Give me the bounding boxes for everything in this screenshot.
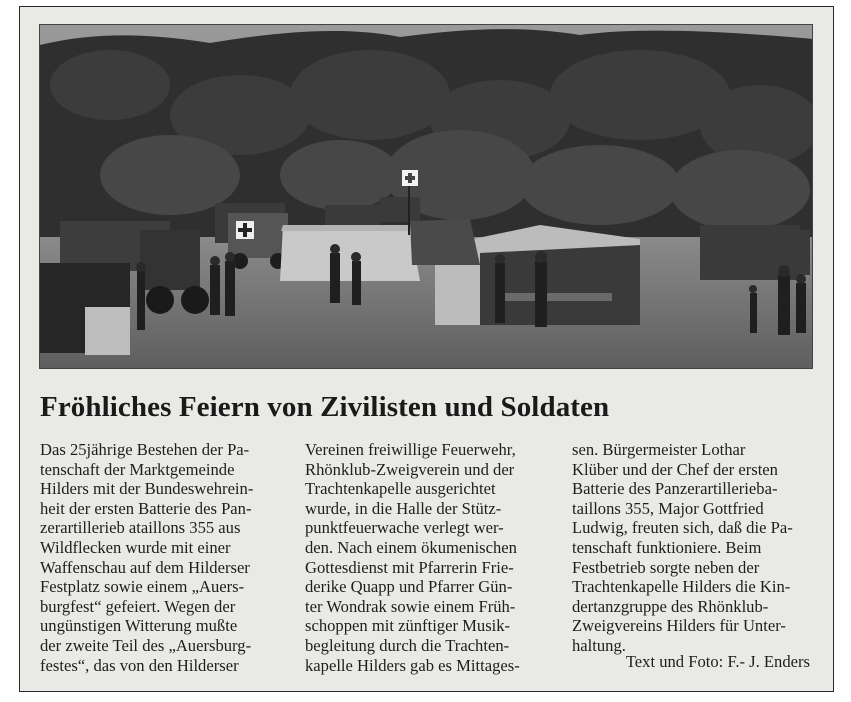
text-line: derike Quapp und Pfarrer Gün-	[305, 577, 513, 597]
text-line: wurde, in die Halle der Stütz-	[305, 498, 502, 518]
text-line: der zweite Teil des „Auersburg-	[40, 635, 252, 655]
text-line: Das 25jährige Bestehen der Pa-	[40, 440, 250, 459]
text-line: Trachtenkapelle ausgerichtet	[305, 479, 496, 499]
text-line: festes“, das von den Hilderser	[40, 655, 239, 675]
text-line: Batterie des Panzerartilleriebа-	[572, 479, 778, 499]
text-line: begleitung durch die Trachten-	[305, 635, 510, 655]
text-line: kapelle Hilders gab es Mittages-	[305, 655, 520, 675]
article-photo	[39, 24, 813, 369]
article-column-1	[40, 440, 282, 675]
article-column-2	[305, 440, 548, 675]
text-line: Waffenschau auf dem Hilderser	[40, 557, 250, 577]
text-line: den. Nach einem ökumenischen	[305, 537, 517, 557]
text-line: Hilders mit der Bundeswehrein-	[40, 479, 254, 499]
photo-credit: Text und Foto: F.- J. Enders	[625, 652, 810, 671]
text-line: Rhönklub-Zweigverein und der	[305, 459, 515, 479]
text-line: Zweigvereins Hilders für Unter-	[572, 616, 786, 636]
text-line: haltung.	[572, 635, 626, 655]
text-line: tenschaft funktioniere. Beim	[572, 537, 762, 557]
text-line: Wildflecken wurde mit einer	[40, 537, 231, 557]
text-line: zerartillerieb ataillons 355 aus	[40, 518, 241, 538]
article-headline: Fröhliches Feiern von Zivilisten und Soldaten	[40, 391, 610, 423]
text-line: tenschaft der Marktgemeinde	[40, 459, 235, 479]
text-line: punktfeuerwache verlegt wer-	[305, 518, 504, 538]
text-line: burgfest“ gefeiert. Wegen der	[40, 596, 236, 616]
text-line: Festplatz sowie einem „Auers-	[40, 577, 245, 597]
text-line: Gottesdienst mit Pfarrerin Frie-	[305, 557, 514, 577]
text-line: Festbetrieb sorgte neben der	[572, 557, 760, 577]
text-line: taillons 355, Major Gottfried	[572, 498, 764, 518]
article-column-3	[572, 440, 810, 656]
text-line: heit der ersten Batterie des Pan-	[40, 498, 252, 518]
text-line: ungünstigen Witterung mußte	[40, 616, 238, 636]
text-line: Klüber und der Chef der ersten	[572, 459, 778, 479]
text-line: Ludwig, freuten sich, daß die Pa-	[572, 518, 793, 538]
text-line: ter Wondrak sowie einem Früh-	[305, 596, 516, 616]
text-line: dertanzgruppe des Rhönklub-	[572, 596, 769, 616]
text-line: Trachtenkapelle Hilders die Kin-	[572, 577, 791, 597]
text-line: Vereinen freiwillige Feuerwehr,	[305, 440, 516, 459]
text-line: schoppen mit zünftiger Musik-	[305, 616, 511, 636]
text-line: sen. Bürgermeister Lothar	[572, 440, 746, 459]
